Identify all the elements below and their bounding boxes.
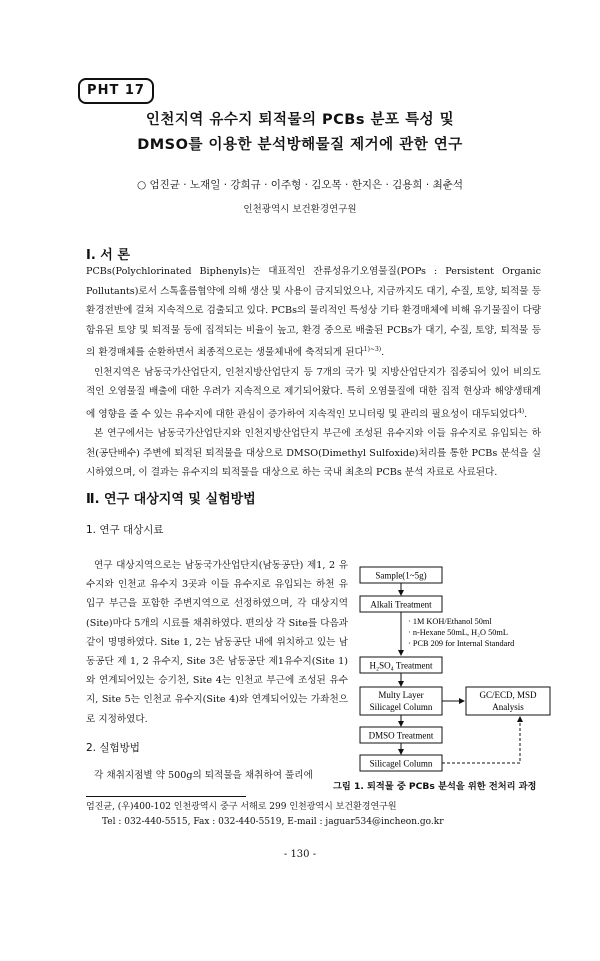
author-list: ○ 엄진균 · 노재일 · 강희규 · 이주형 · 김오목 · 한지은 · 김용희 · 최춘석 — [136, 179, 464, 191]
box-dmso-label: DMSO Treatment — [368, 730, 434, 741]
figure-caption: 그림 1. 퇴적물 중 PCBs 분석을 위한 전처리 과정 — [333, 781, 537, 792]
pretreatment-flowchart — [354, 565, 554, 777]
intro-body — [86, 262, 541, 483]
footnote-rule — [86, 796, 246, 797]
dashed-arrow — [442, 717, 520, 763]
paper-title-line2: DMSO를 이용한 분석방해물질 제거에 관한 연구 — [137, 137, 463, 153]
intro-paragraph-2 — [86, 363, 541, 425]
samples-paragraph: 연구 대상지역으로는 남동국가산업단지(남동공단) 제1, 2 유수지와 인천교 유수지 3곳과 이들 유수지로 유입되는 하천 유입구 부근을 포함한 주변지역으로 선정하였으며, 각 대상지역(Site)마다 5개의 시료를 채취하였다. 편의상 각 Site를 다음과 같이 명명하였다. Site 1, 2는 남동공단 내에 위치하고 있는 남동공단 제 1, 2 유수지, Site 3은 남동공단 제1유수지(Site 1)와 연계되어있는 승기천, Site 4는 인천교 부근에 조성된 유수지, Site 5는 인천교 유수지(Site 4)와 연계되어있는 가좌천으로 지정하였다. — [86, 560, 348, 725]
sentence-end: . — [524, 408, 528, 420]
intro-paragraph-1-text: PCBs(Polychlorinated Biphenyls)는 대표적인 잔류성유기오염물질(POPs : Persistent Organic Pollutants)로서 스톡홀름협약에 의해 생산 및 사용이 금지되었으나, 지금까지도 대기, 수질, 토양, 퇴적물 등 환경전반에 걸쳐 지속적으로 검출되고 있다. PCBs의 물리적인 특성상 기타 환경매체에 비해 유기물질이 다량 함유된 토양 및 퇴적물 등에 집적되는 비율이 높고, 환경 중으로 배출된 PCBs가 대기, 수질, 토양, 퇴적물 등의 환경매체를 순환하면서 최종적으로는 생물체내에 축적되게 된다 — [86, 266, 541, 359]
method-body — [86, 766, 348, 785]
samples-body — [86, 556, 348, 729]
box-sample-label: Sample(1~5g) — [375, 570, 427, 581]
intro-paragraph-1 — [86, 262, 541, 363]
citation-ref: 1)~3) — [363, 346, 382, 353]
subsection-heading-samples: 1. 연구 대상시료 — [86, 524, 164, 536]
affiliation: 인천광역시 보건환경연구원 — [243, 204, 357, 215]
box-multilayer-label-1: Multy Layer — [378, 690, 424, 700]
note-koh: · 1M KOH/Ethanol 50ml — [408, 617, 492, 626]
box-silicagel-label: Silicagel Column — [369, 758, 433, 769]
intro-paragraph-2-text: 인천지역은 남동국가산업단지, 인천지방산업단지 등 7개의 국가 및 지방산업단지가 집중되어 있어 비의도적인 오염물질 배출에 대한 우려가 지속적으로 제기되어왔다. 특히 오염물질에 대한 집적 현상과 해양생태계에 영향을 줄 수 있는 유수지에 대한 관심이 증가하여 지속적인 모니터링 및 관리의 필요성이 대두되었다 — [86, 366, 541, 420]
section-heading-methods: Ⅱ. 연구 대상지역 및 실험방법 — [86, 492, 256, 507]
footnote-contact: Tel : 032-440-5515, Fax : 032-440-5519, E-mail : jaguar534@incheon.go.kr — [102, 817, 444, 827]
box-alkali-label: Alkali Treatment — [370, 599, 432, 610]
section-heading-intro: Ⅰ. 서 론 — [86, 248, 130, 263]
subsection-heading-method: 2. 실험방법 — [86, 742, 140, 754]
session-badge: PHT 17 — [78, 78, 154, 104]
box-h2so4-label: H₂SO₄ Treatment — [369, 660, 433, 671]
citation-ref: 4) — [517, 407, 525, 415]
note-pcb209: · PCB 209 for Internal Standard — [408, 639, 515, 648]
footnote-address: 엄진균, (우)400-102 인천광역시 중구 서해로 299 인천광역시 보건환경연구원 — [86, 802, 397, 812]
sentence-end: . — [381, 347, 385, 359]
note-hexane: · n-Hexane 50mL, H₂O 50mL — [408, 628, 508, 637]
paper-title-line1: 인천지역 유수지 퇴적물의 PCBs 분포 특성 및 — [145, 112, 455, 128]
box-gc-label-2: Analysis — [492, 702, 524, 712]
box-gc-label-1: GC/ECD, MSD — [479, 690, 537, 700]
method-paragraph: 각 채취지점별 약 500g의 퇴적물을 채취하여 풀리에 — [94, 770, 313, 781]
box-multilayer-label-2: Silicagel Column — [369, 702, 433, 712]
intro-paragraph-3: 본 연구에서는 남동국가산업단지와 인천지방산업단지 부근에 조성된 유수지와 이들 유수지로 유입되는 하천(공단배수) 주변에 퇴적된 퇴적물을 대상으로 DMSO(Dimethyl Sulfoxide)처리를 통한 PCBs 분석을 실시하였으며, 이 결과는 유수지의 퇴적물을 대상으로 하는 국내 최초의 PCBs 분석 자료로 사료된다. — [86, 428, 541, 479]
page-number: - 130 - — [283, 849, 317, 860]
